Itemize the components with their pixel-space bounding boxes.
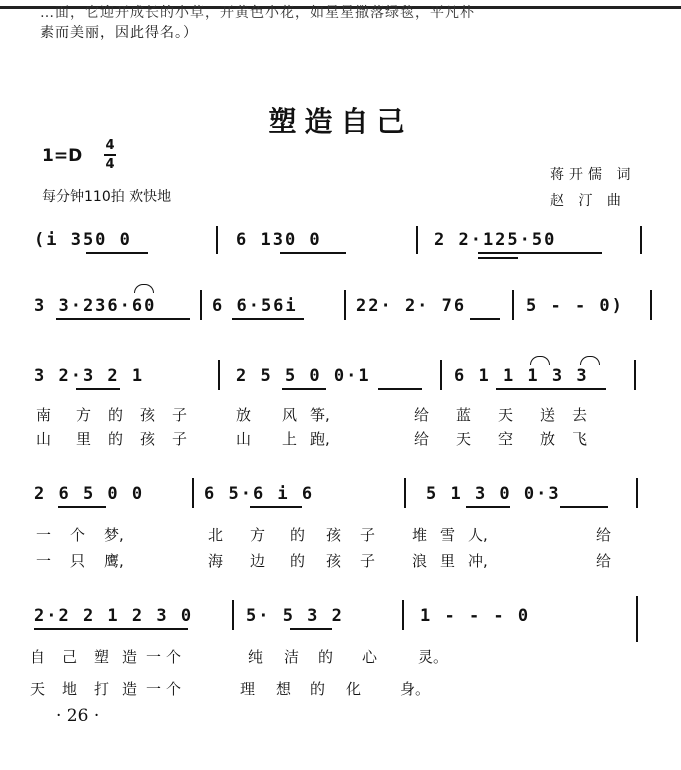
barline — [416, 226, 418, 254]
tempo-marking: 每分钟110拍 欢快地 — [42, 189, 172, 205]
song-title: 塑造自己 — [268, 105, 413, 138]
barline — [232, 600, 234, 630]
barline — [404, 478, 406, 508]
key-signature: 1=D — [42, 146, 83, 166]
lyrics-row-4-verse-2: 一 只 鹰, 海 边 的 孩 子 浪 里 冲, 给 — [36, 552, 612, 570]
score-row-1-measure-3: 2 2·125·50 — [434, 230, 557, 250]
barline — [192, 478, 194, 508]
beat-underline — [34, 628, 188, 630]
beat-underline — [478, 252, 602, 254]
tie-arc — [580, 356, 600, 365]
score-row-4-measure-1: 2 6 5 0 0 — [34, 484, 145, 504]
score-row-3-measure-1: 3 2·3 2 1 — [34, 366, 145, 386]
lyrics-row-3-verse-1: 南 方 的 孩 子 放 风 筝, 给 蓝 天 送 去 — [36, 406, 588, 424]
barline — [402, 600, 404, 630]
tie-arc — [134, 284, 154, 293]
score-row-2-measure-4: 5 - - 0) — [526, 296, 624, 316]
score-row-2-measure-3: 22· 2· 76 — [356, 296, 467, 316]
lyrics-row-5-verse-2: 天 地 打 造 一 个 理 想 的 化 身。 — [30, 680, 431, 698]
beat-underline — [378, 388, 422, 390]
meter-top: 4 — [105, 138, 115, 153]
lyricist-credit: 蒋开儒 词 — [550, 167, 636, 183]
score-row-2-measure-2: 6 6·56i — [212, 296, 298, 316]
intro-line-1: …面，它迎开成长的小草，开黄色小花，如星星撒落绿毯，平凡朴 — [40, 5, 475, 21]
barline — [640, 226, 642, 254]
score-row-5-measure-3: 1 - - - 0 — [420, 606, 531, 626]
barline — [200, 290, 202, 320]
page-number: · 26 · — [56, 706, 100, 726]
beat-underline — [478, 257, 518, 259]
tie-arc — [530, 356, 550, 365]
score-row-2-measure-1: 3 3·236·60 — [34, 296, 157, 316]
beat-underline — [290, 628, 332, 630]
time-signature — [104, 138, 116, 172]
score-row-5-measure-1: 2·2 2 1 2 3 0 — [34, 606, 194, 626]
intro-line-2: 素而美丽，因此得名。） — [40, 25, 198, 41]
score-row-3-measure-2: 2 5 5 0 0·1 — [236, 366, 371, 386]
score-row-1-measure-1: (i 350 0 — [34, 230, 132, 250]
beat-underline — [560, 506, 608, 508]
barline — [216, 226, 218, 254]
beat-underline — [76, 388, 120, 390]
score-row-1-measure-2: 6 130 0 — [236, 230, 322, 250]
beat-underline — [58, 506, 106, 508]
beat-underline — [56, 318, 190, 320]
score-row-4-measure-2: 6 5·6 i 6 — [204, 484, 315, 504]
barline — [344, 290, 346, 320]
beat-underline — [496, 388, 606, 390]
score-row-5-measure-2: 5· 5 3 2 — [246, 606, 344, 626]
score-row-4-measure-3: 5 1 3 0 0·3 — [426, 484, 561, 504]
barline — [440, 360, 442, 390]
beat-underline — [280, 252, 346, 254]
score-row-3-measure-3: 6 1 1 1 3 3 — [454, 366, 589, 386]
barline — [218, 360, 220, 390]
barline — [636, 596, 638, 642]
meter-bottom: 4 — [105, 157, 115, 172]
lyrics-row-4-verse-1: 一 个 梦, 北 方 的 孩 子 堆 雪 人, 给 — [36, 526, 612, 544]
beat-underline — [232, 318, 304, 320]
beat-underline — [282, 388, 326, 390]
beat-underline — [470, 318, 500, 320]
beat-underline — [86, 252, 148, 254]
barline — [634, 360, 636, 390]
barline — [636, 478, 638, 508]
lyrics-row-3-verse-2: 山 里 的 孩 子 山 上 跑, 给 天 空 放 飞 — [36, 430, 588, 448]
barline — [512, 290, 514, 320]
barline — [650, 290, 652, 320]
composer-credit: 赵 汀 曲 — [550, 193, 626, 209]
lyrics-row-5-verse-1: 自 己 塑 造 一 个 纯 洁 的 心 灵。 — [30, 648, 449, 666]
beat-underline — [250, 506, 302, 508]
beat-underline — [466, 506, 510, 508]
